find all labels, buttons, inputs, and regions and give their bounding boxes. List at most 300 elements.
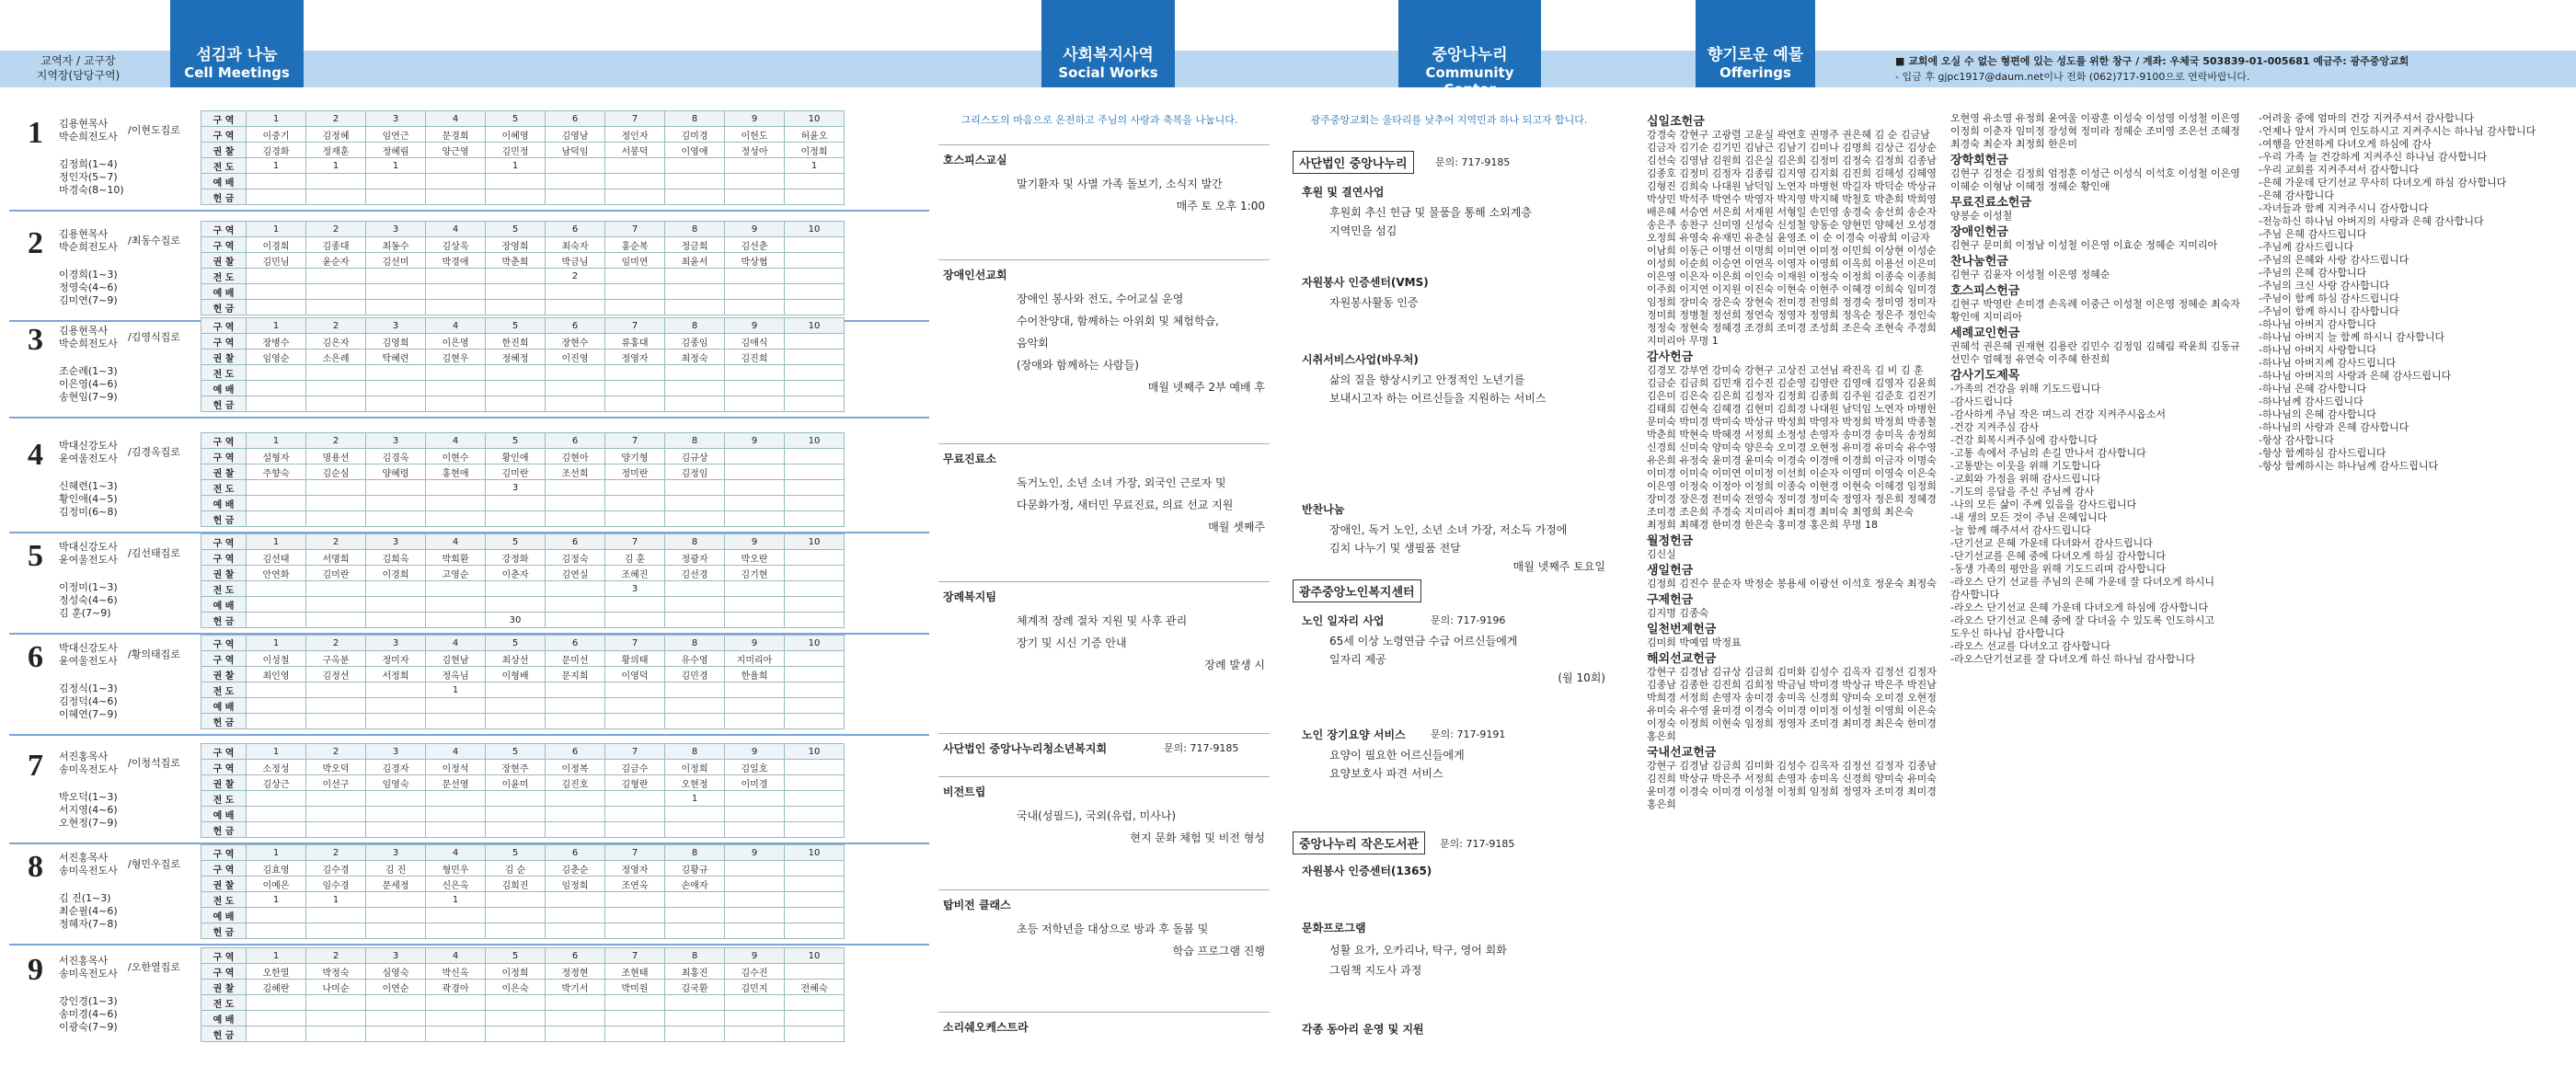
table-cell: 9: [725, 222, 785, 237]
social-item-line: 장애인 봉사와 전도, 수어교실 운영: [1017, 292, 1184, 305]
table-cell: [725, 496, 785, 511]
table-cell: 1: [247, 948, 306, 964]
table-row: [201, 237, 845, 253]
table-cell: [306, 613, 366, 628]
table-row: [201, 143, 845, 158]
table-cell: 최상선: [486, 651, 546, 667]
table-cell: 최정숙: [665, 350, 725, 365]
table-cell: 7: [605, 845, 665, 861]
sub-leader: 이경희(1~3): [59, 269, 118, 281]
table-cell: [665, 613, 725, 628]
table-cell: [785, 511, 845, 527]
table-row: [201, 284, 845, 300]
notice-line: ■ 교회에 오실 수 없는 형편에 있는 성도를 위한 창구 / 계좌: 우체국 503839-01-005681 예금주: 광주중앙교회: [1895, 55, 2409, 67]
table-cell: 김종임: [665, 334, 725, 350]
table-row: [201, 365, 845, 381]
community-item-line: 지역민을 섬김: [1329, 224, 1397, 237]
community-box-title: 중앙나누리 작은도서관: [1293, 831, 1425, 854]
table-cell: [605, 908, 665, 923]
community-item-title: 자원봉사 인증센터(1365): [1302, 865, 1432, 877]
table-cell: [486, 791, 546, 807]
cell-sub-leaders: [59, 158, 188, 197]
table-cell: [306, 174, 366, 189]
leader-name: 송미옥전도사: [59, 763, 118, 775]
table-cell: [785, 480, 845, 496]
table-cell: 김경화: [247, 143, 306, 158]
social-intro: 그리스도의 마음으로 온전하고 주님의 사랑과 축복을 나눕니다.: [960, 114, 1238, 126]
community-item-line: 65세 이상 노령연금 수급 어르신들에게: [1329, 635, 1518, 648]
table-cell: 정금희: [665, 237, 725, 253]
table-cell: [366, 269, 426, 284]
table-cell: [785, 237, 845, 253]
table-cell: 김규상: [665, 449, 725, 464]
table-cell: 3: [366, 433, 426, 449]
table-cell: 김 진: [366, 861, 426, 877]
social-item-title: 장애인선교회: [943, 269, 1007, 281]
table-cell: 나미순: [306, 980, 366, 995]
row-label: 예 배: [201, 174, 247, 189]
table-cell: [306, 300, 366, 315]
cell-sub-leaders: [59, 995, 188, 1034]
table-cell: 9: [725, 433, 785, 449]
row-label: 구 역: [201, 760, 247, 775]
sub-leader: 서지영(4~6): [59, 804, 118, 816]
notice-line: - 입금 후 gjpc1917@daum.net이나 전화 (062)717-9100으로 연락바랍니다.: [1895, 71, 2250, 83]
leader-name: 윤여울전도사: [59, 554, 118, 566]
table-cell: 김희진: [486, 877, 546, 892]
social-item-phone: 문의: 717-9185: [1164, 742, 1239, 754]
leader-name: 서진홍목사: [59, 751, 109, 762]
table-cell: [426, 613, 486, 628]
table-cell: [486, 174, 546, 189]
offering-names: -가족의 건강을 위해 기도드립니다 -감사드립니다 -감사하게 주님 작은 며느리 건강 지켜주시옵소서 -건강 지켜주심 감사 -건강 회복시켜주심에 감사합니다 -고통 속에서 주님의 손길 만나서 감사합니다 -고통받는 이웃을 위해 기도합니다 -교회와 가정을 위해 감사드립니다 -기도의 응답을 주신 주님께 감사 -나의 모든 삶이 주께 있음을 감사드립니다 -내 생의 모든 것이 주님 은혜입니다 -늘 함께 해주셔서 감사드립니다 -단기선교 은혜 가운데 다녀와서 감사드립니다 -단기선교를 은혜 중에 다녀오게 하심 감사합니다 -동생 가족의 평안을 위해 기도드리며 감사합니다 -라오스 단기 선교를 주님의 은혜 가운데 잘 다녀오게 하시니 감사합니다 -라오스 단기선교 은혜 가운데 다녀오게 하심에 감사합니다 -라오스 단기선교 은혜 중에 잘 다녀올 수 있도록 인도하시고 도우신 하나님 감사합니다 -라오스 선교를 다녀오고 감사합니다 -라오스단기선교를 잘 다녀오게 하신 하나님 감사합니다: [1950, 383, 2214, 665]
table-cell: [546, 597, 605, 613]
offering-category: 일천번제헌금: [1647, 623, 1717, 636]
table-cell: [546, 284, 605, 300]
table-cell: 한진희: [486, 334, 546, 350]
row-label: 권 찰: [201, 253, 247, 269]
social-divider: [938, 259, 1270, 260]
table-cell: 이연순: [366, 980, 426, 995]
table-cell: [546, 511, 605, 527]
table-cell: [605, 923, 665, 939]
row-label: 헌 금: [201, 511, 247, 527]
table-cell: [306, 269, 366, 284]
table-cell: 이선구: [306, 775, 366, 791]
sub-leader: 정영숙(4~6): [59, 281, 118, 293]
table-cell: [665, 269, 725, 284]
table-cell: 1: [306, 892, 366, 908]
table-cell: 김민님: [247, 253, 306, 269]
table-row: [201, 566, 845, 581]
cell-group: [0, 743, 920, 844]
table-cell: 6: [546, 845, 605, 861]
table-cell: [665, 1011, 725, 1026]
table-cell: [247, 480, 306, 496]
table-cell: 6: [546, 948, 605, 964]
offerings-column: [2259, 112, 2562, 1078]
tab-community-center: [1398, 0, 1541, 97]
table-cell: 1: [785, 158, 845, 174]
row-label: 구 역: [201, 964, 247, 980]
table-cell: 김정숙: [546, 550, 605, 566]
table-cell: 이정희: [486, 964, 546, 980]
offering-category: 생일헌금: [1647, 564, 1694, 578]
social-item-title: 소리쉐오케스트라: [943, 1021, 1029, 1034]
table-cell: 이성철: [247, 651, 306, 667]
table-cell: [785, 550, 845, 566]
cell-table: [201, 533, 845, 628]
offering-names: 김지명 김종숙: [1647, 607, 1709, 619]
table-cell: [306, 511, 366, 527]
table-cell: 7: [605, 636, 665, 651]
table-cell: 김 순: [486, 861, 546, 877]
leader-name: 송미옥전도사: [59, 968, 118, 980]
table-cell: [247, 908, 306, 923]
table-row: [201, 158, 845, 174]
table-cell: 1: [247, 158, 306, 174]
cell-number: 6: [28, 640, 43, 674]
table-cell: 이진영: [546, 350, 605, 365]
offering-category: 찬나눔헌금: [1950, 255, 2008, 269]
table-cell: [665, 300, 725, 315]
social-item-title: 호스피스교실: [943, 154, 1007, 166]
table-cell: [665, 1026, 725, 1042]
table-cell: 김금수: [605, 760, 665, 775]
table-cell: 박금님: [546, 253, 605, 269]
table-cell: 1: [247, 744, 306, 760]
leader-name: 서진홍목사: [59, 955, 109, 967]
table-row: [201, 1011, 845, 1026]
community-item-title: 후원 및 결연사업: [1302, 186, 1385, 199]
community-item-title: 문화프로그램: [1302, 922, 1366, 934]
row-label: 예 배: [201, 698, 247, 714]
table-row: [201, 908, 845, 923]
table-cell: 김은자: [306, 334, 366, 350]
community-item-phone: 문의: 717-9196: [1431, 614, 1506, 626]
table-row: [201, 822, 845, 838]
table-cell: 임영숙: [366, 775, 426, 791]
table-cell: 이예은: [247, 877, 306, 892]
table-cell: 30: [486, 613, 546, 628]
social-item-title: 무료진료소: [943, 453, 996, 465]
table-cell: 홍현애: [426, 464, 486, 480]
table-cell: [486, 714, 546, 729]
table-cell: [546, 908, 605, 923]
cell-sub-leaders: [59, 480, 188, 519]
table-cell: 이윤미: [486, 775, 546, 791]
table-cell: 2: [306, 744, 366, 760]
table-cell: [486, 908, 546, 923]
table-cell: 정혜림: [366, 143, 426, 158]
cell-number: 1: [28, 116, 43, 150]
community-item-line: 그림책 지도사 과정: [1329, 964, 1422, 977]
table-cell: 홍순복: [605, 237, 665, 253]
table-cell: [785, 698, 845, 714]
table-cell: [785, 908, 845, 923]
table-cell: 1: [247, 433, 306, 449]
table-cell: [546, 381, 605, 396]
table-cell: 장현수: [546, 334, 605, 350]
table-cell: [306, 822, 366, 838]
cell-area: /형민우집로: [128, 858, 180, 870]
table-cell: [306, 365, 366, 381]
table-cell: [605, 714, 665, 729]
table-cell: 정재훈: [306, 143, 366, 158]
table-cell: [605, 496, 665, 511]
row-label: 권 찰: [201, 143, 247, 158]
table-cell: 김상근: [247, 775, 306, 791]
table-cell: [247, 1011, 306, 1026]
leader-name: 송미옥전도사: [59, 865, 118, 877]
table-cell: 임연근: [366, 127, 426, 143]
table-cell: 2: [306, 433, 366, 449]
leader-name: 서진홍목사: [59, 852, 109, 864]
tab-social-works: [1041, 0, 1175, 87]
cell-number: 7: [28, 749, 43, 783]
offering-category: 국내선교헌금: [1647, 746, 1717, 760]
table-cell: 4: [426, 433, 486, 449]
cell-leader: [59, 642, 197, 668]
table-cell: 3: [366, 845, 426, 861]
table-cell: [426, 396, 486, 412]
table-cell: 9: [725, 534, 785, 550]
label-line: 교역자 / 교구장: [40, 54, 116, 67]
offering-category: 장학회헌금: [1950, 154, 2008, 167]
social-divider: [938, 443, 1270, 444]
tab-offerings: [1696, 0, 1815, 87]
table-cell: 1: [665, 791, 725, 807]
table-cell: 김미란: [306, 566, 366, 581]
table-cell: [605, 284, 665, 300]
table-cell: 문미선: [546, 651, 605, 667]
social-item-line: 음악회: [1017, 337, 1049, 350]
table-cell: 1: [366, 158, 426, 174]
social-item-title: 비전트립: [943, 785, 986, 798]
offering-names: 강경숙 강현구 고광렬 고운실 곽연호 권명주 권은혜 김 순 김금남 김금자 김기순 김기민 김남근 김남기 김미나 김명희 김상근 김상순 김선숙 김영남 김원희 김은실 김은희 김정미 김정숙 김정희 김종남 김종호 김정미 김정자 김종림 김지영 김지회 김진희 김해성 김혜영 김형진 김희숙 나대원 남덕임 노연자 마병헌 박길자 박덕순 박상규 박상민 박석주 박연수 박영자 박지영 박지혜 박철호 박춘희 박희영 배은혜 서승연 서은희 서재원 서형일 손민영 송경숙 송선희 송순자 송은주 송찬구 신미영 신성숙 신성철 양동순 양현민 양혜선 오성경 오정희 유영숙 유재민 유춘심 윤영조 이 순 이경숙 이광희 이금자 이남희 이동근 이명선 이명희 이미연 이미정 이민희 이상현 이성순 이성희 이순희 이승연 이연옥 이영자 이영희 이옥희 이용선 이은미 이은영 이은자 이은희 이인숙 이재원 이정숙 이정희 이종숙 이종희 이주희 이지연 이지원 이진숙 이현숙 이현주 이혜경 이희숙 임미경 임정희 장미숙 장은숙 장현숙 전미경 전영희 정경숙 정미영 정미자 정미희 정병철 정선희 정연숙 정영자 정영희 정옥순 정은주 정인숙 정정숙 정현숙 정혜경 조경희 조미경 조성희 조은숙 조현숙 주경희 지미리아 무명 1: [1647, 129, 1940, 347]
table-cell: 5: [486, 318, 546, 334]
cell-area: /김선태집로: [128, 547, 180, 559]
leader-name: 윤여울전도사: [59, 655, 118, 667]
table-cell: 2: [306, 111, 366, 127]
section-divider: [9, 734, 929, 736]
offering-names: 김현구 박영란 손미경 손옥례 이중근 이성철 이은영 정혜순 최숙자 황인애 지미리아: [1950, 298, 2244, 323]
table-row: [201, 581, 845, 597]
row-label: 헌 금: [201, 300, 247, 315]
sub-leader: 정인자(5~7): [59, 171, 118, 183]
table-cell: [247, 682, 306, 698]
table-cell: 탁혜련: [366, 350, 426, 365]
cell-area: /황의태집로: [128, 648, 180, 660]
table-cell: [247, 511, 306, 527]
table-cell: 박기서: [546, 980, 605, 995]
table-cell: 김영남: [546, 127, 605, 143]
tab-title-ko: 향기로운 예물: [1707, 46, 1804, 64]
table-cell: [306, 791, 366, 807]
table-cell: 임정희: [546, 877, 605, 892]
table-cell: [426, 995, 486, 1011]
cell-table: [201, 432, 845, 527]
community-item-title: 시취서비스사업(바우처): [1302, 353, 1419, 366]
table-cell: [785, 350, 845, 365]
table-cell: 9: [725, 948, 785, 964]
sub-leader: 박오덕(1~3): [59, 791, 118, 803]
table-cell: 4: [426, 222, 486, 237]
table-cell: 2: [306, 845, 366, 861]
table-row: [201, 511, 845, 527]
table-cell: [785, 597, 845, 613]
table-cell: 박신옥: [426, 964, 486, 980]
table-cell: 김희옥: [366, 550, 426, 566]
table-row: [201, 496, 845, 511]
row-label: 전 도: [201, 480, 247, 496]
cell-number: 5: [28, 539, 43, 573]
table-cell: [426, 791, 486, 807]
cell-table: [201, 635, 845, 729]
cell-number: 4: [28, 438, 43, 472]
table-cell: 이헌도: [725, 127, 785, 143]
row-label: 구 역: [201, 449, 247, 464]
table-cell: 정혜정: [486, 350, 546, 365]
table-cell: 2: [306, 222, 366, 237]
offering-names: 강현구 김경남 김규상 김금희 김미화 김성수 김옥자 김정선 김정자 김종남 김종한 김진희 김희정 박금님 박미경 박상규 박은주 박진남 박희경 서정희 손영자 송미경 송미옥 신경희 양미숙 오미경 오현정 유미숙 유수영 윤미경 이경숙 이미경 이미정 이성철 이영희 이은숙 이정숙 이정희 이현숙 임정희 정영자 조미경 최미경 최은숙 한미경 홍은희: [1647, 666, 1940, 742]
table-cell: 김혜란: [247, 980, 306, 995]
table-cell: [665, 381, 725, 396]
table-cell: [366, 284, 426, 300]
community-item-phone: 문의: 717-9191: [1431, 728, 1506, 740]
table-cell: 7: [605, 111, 665, 127]
table-cell: 5: [486, 433, 546, 449]
table-row: [201, 1026, 845, 1042]
table-cell: [546, 923, 605, 939]
row-label: 전 도: [201, 892, 247, 908]
offering-names: 강현구 김경남 김금희 김미화 김성수 김옥자 김정선 김정자 김종남 김진희 박상규 박은주 서정희 손영자 송미옥 신경희 양미숙 유미숙 윤미경 이경숙 이미경 이성철 이정희 임정희 정영자 조미경 최미경 홍은희: [1647, 760, 1940, 810]
cell-number: 8: [28, 850, 43, 884]
table-cell: [785, 334, 845, 350]
table-cell: [247, 714, 306, 729]
table-cell: 7: [605, 318, 665, 334]
table-cell: 9: [725, 318, 785, 334]
table-cell: [366, 822, 426, 838]
table-row: [201, 381, 845, 396]
table-cell: [725, 189, 785, 205]
cell-group: [0, 432, 920, 533]
cell-area: /이청석집로: [128, 757, 180, 769]
leader-name: 박대신강도사: [59, 541, 118, 553]
table-row: [201, 791, 845, 807]
table-cell: 구옥분: [306, 651, 366, 667]
social-item-line: (장애와 함께하는 사람들): [1017, 359, 1139, 372]
table-cell: [426, 496, 486, 511]
table-cell: 문경희: [426, 127, 486, 143]
cell-table: [201, 221, 845, 315]
table-cell: 10: [785, 534, 845, 550]
table-cell: 8: [665, 111, 725, 127]
table-cell: [546, 496, 605, 511]
table-cell: [366, 581, 426, 597]
table-cell: [486, 284, 546, 300]
table-cell: 심영숙: [366, 964, 426, 980]
table-cell: [785, 682, 845, 698]
table-cell: [247, 597, 306, 613]
table-cell: [665, 714, 725, 729]
section-divider: [9, 417, 929, 418]
table-cell: 김민정: [486, 143, 546, 158]
table-cell: 소정성: [247, 760, 306, 775]
social-item-line: 초등 저학년을 대상으로 방과 후 돌봄 및: [1017, 923, 1209, 935]
row-label: 헌 금: [201, 189, 247, 205]
table-cell: 설형자: [247, 449, 306, 464]
cell-number: 2: [28, 226, 43, 260]
table-cell: [785, 253, 845, 269]
table-cell: [546, 396, 605, 412]
leader-name: 박순희전도사: [59, 131, 118, 143]
table-cell: 전혜숙: [785, 980, 845, 995]
table-cell: [306, 908, 366, 923]
table-cell: 김경자: [366, 760, 426, 775]
cell-area: /최동수집로: [128, 235, 180, 246]
row-label: 구 역: [201, 845, 247, 861]
table-cell: [665, 284, 725, 300]
table-cell: [665, 496, 725, 511]
table-cell: [785, 822, 845, 838]
table-row: [201, 948, 845, 964]
row-label: 예 배: [201, 597, 247, 613]
table-cell: [725, 597, 785, 613]
table-cell: 박정숙: [306, 964, 366, 980]
table-cell: [665, 365, 725, 381]
row-label: 예 배: [201, 284, 247, 300]
table-cell: 이은숙: [486, 980, 546, 995]
table-cell: [665, 189, 725, 205]
table-cell: [785, 464, 845, 480]
offering-category: 감사기도제목: [1950, 369, 2020, 383]
table-cell: [306, 496, 366, 511]
table-cell: [725, 581, 785, 597]
offerings-column: [1950, 112, 2245, 1078]
table-cell: 10: [785, 636, 845, 651]
sub-leader: 김미연(7~9): [59, 294, 118, 306]
table-cell: 신은옥: [426, 877, 486, 892]
table-cell: 김형란: [605, 775, 665, 791]
table-cell: [426, 284, 486, 300]
cell-leader: [59, 325, 197, 350]
offering-notice: [1895, 53, 2567, 85]
social-item-line: 다문화가정, 새터민 무료진료, 의료 선교 지원: [1017, 499, 1234, 511]
row-label: 예 배: [201, 1011, 247, 1026]
table-cell: [247, 174, 306, 189]
table-cell: [366, 496, 426, 511]
table-cell: [665, 822, 725, 838]
table-cell: 정정현: [546, 964, 605, 980]
table-cell: 양혜령: [366, 464, 426, 480]
row-label: 권 찰: [201, 566, 247, 581]
table-cell: [247, 381, 306, 396]
table-cell: [725, 1026, 785, 1042]
cell-group: [0, 221, 920, 322]
table-cell: [426, 1011, 486, 1026]
table-cell: [366, 381, 426, 396]
table-cell: [306, 1026, 366, 1042]
table-cell: 문선영: [426, 775, 486, 791]
table-cell: [665, 908, 725, 923]
table-cell: [247, 396, 306, 412]
table-cell: 최동수: [366, 237, 426, 253]
sub-leader: 이광숙(7~9): [59, 1021, 118, 1033]
offering-category: 장애인헌금: [1950, 225, 2008, 239]
table-cell: 10: [785, 948, 845, 964]
table-cell: [486, 1011, 546, 1026]
